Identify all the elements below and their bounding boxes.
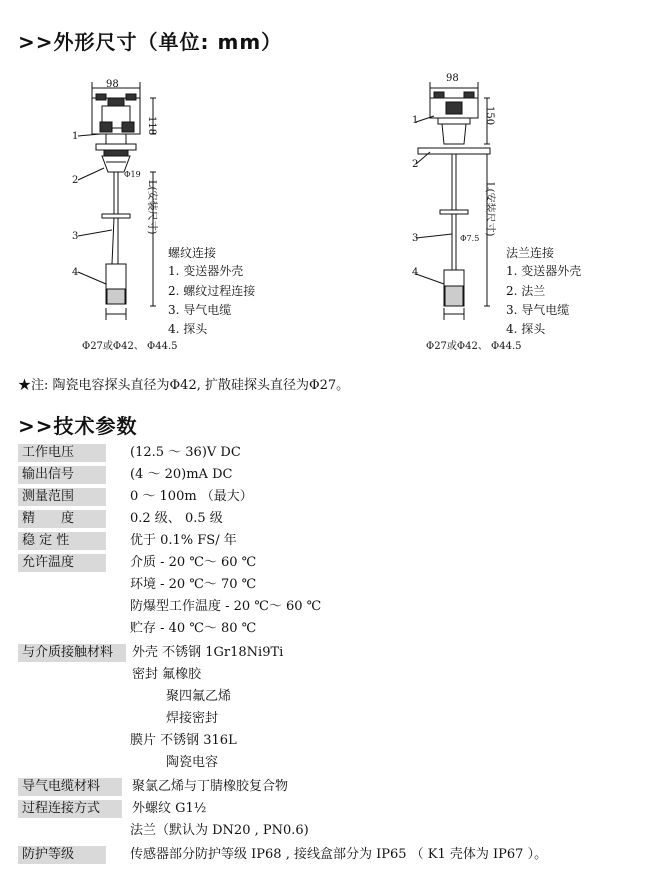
right-callout-2: 2 (412, 159, 419, 170)
left-probe-dia: Φ27或Φ42、 Φ44.5 (82, 341, 178, 352)
right-height-dim: 150 (484, 106, 495, 126)
range-value: 0 ～ 100m （最大） (130, 489, 253, 504)
right-item-2: 2. 法兰 (506, 284, 546, 298)
left-callout-1: 1 (72, 131, 79, 142)
left-item-1: 1. 变送器外壳 (168, 264, 244, 278)
stability-label: 稳 定 性 (18, 532, 106, 550)
right-width-dim: 98 (446, 73, 459, 84)
right-callout-4: 4 (412, 267, 419, 278)
right-callout-3: 3 (412, 233, 419, 244)
supply-value: (12.5 ～ 36)V DC (130, 445, 241, 460)
output-label: 输出信号 (18, 466, 106, 484)
temperature-storage: 贮存 - 40 ℃～ 80 ℃ (130, 621, 257, 636)
accuracy-label: 精 度 (18, 510, 106, 528)
right-cable-dia: Φ7.5 (460, 234, 480, 243)
protection-label: 防护等级 (18, 846, 106, 864)
material-seal: 密封 氟橡胶 (132, 667, 202, 682)
material-seal-welded: 焊接密封 (166, 711, 219, 726)
left-callout-4: 4 (72, 267, 79, 278)
material-diaphragm: 膜片 不锈钢 316L (130, 733, 237, 748)
left-callout-3: 3 (72, 231, 79, 242)
probe-note: ★注: 陶瓷电容探头直径为Φ42, 扩散硅探头直径为Φ27。 (18, 378, 350, 393)
dimensions-heading: >>外形尺寸（单位: mm） (18, 30, 283, 54)
process-label: 过程连接方式 (18, 800, 122, 818)
right-item-3: 3. 导气电缆 (506, 303, 570, 317)
threaded-connection-drawing (60, 74, 180, 354)
cable-label: 导气电缆材料 (18, 778, 122, 796)
material-housing: 外壳 不锈钢 1Gr18Ni9Ti (132, 645, 284, 660)
left-item-4: 4. 探头 (168, 322, 208, 336)
temperature-explosion-proof: 防爆型工作温度 - 20 ℃～ 60 ℃ (130, 599, 322, 614)
temperature-ambient: 环境 - 20 ℃～ 70 ℃ (130, 577, 257, 592)
specs-heading: >>技术参数 (18, 414, 138, 438)
right-install-dim: L(安装尺寸) (484, 182, 495, 237)
process-flange: 法兰（默认为 DN20 , PN0.6) (130, 823, 309, 838)
left-install-dim: L(安装尺寸) (146, 180, 157, 235)
cable-value: 聚氯乙烯与丁腈橡胶复合物 (132, 779, 289, 794)
material-seal-ptfe: 聚四氟乙烯 (166, 689, 232, 704)
right-figure-title: 法兰连接 (506, 246, 555, 260)
right-item-1: 1. 变送器外壳 (506, 264, 582, 278)
left-thread-dia: Φ19 (124, 170, 141, 179)
output-value: (4 ～ 20)mA DC (130, 467, 233, 482)
left-callout-2: 2 (72, 175, 79, 186)
right-callout-1: 1 (412, 115, 419, 126)
right-probe-dia: Φ27或Φ42、 Φ44.5 (426, 341, 522, 352)
protection-value: 传感器部分防护等级 IP68 , 接线盒部分为 IP65 （ K1 壳体为 IP67 ）。 (130, 847, 548, 862)
supply-label: 工作电压 (18, 444, 106, 462)
left-figure-title: 螺纹连接 (168, 246, 217, 260)
material-label: 与介质接触材料 (18, 644, 126, 662)
left-height-dim: 118 (146, 116, 157, 136)
left-item-3: 3. 导气电缆 (168, 303, 232, 317)
range-label: 测量范围 (18, 488, 106, 506)
temperature-label: 允许温度 (18, 554, 106, 572)
left-item-2: 2. 螺纹过程连接 (168, 284, 256, 298)
right-item-4: 4. 探头 (506, 322, 546, 336)
process-thread: 外螺纹 G1½ (132, 801, 207, 816)
material-diaphragm-ceramic: 陶瓷电容 (166, 755, 219, 770)
stability-value: 优于 0.1% FS/ 年 (130, 533, 237, 548)
temperature-medium: 介质 - 20 ℃～ 60 ℃ (130, 555, 257, 570)
left-width-dim: 98 (106, 79, 119, 90)
accuracy-value: 0.2 级、 0.5 级 (130, 511, 223, 526)
